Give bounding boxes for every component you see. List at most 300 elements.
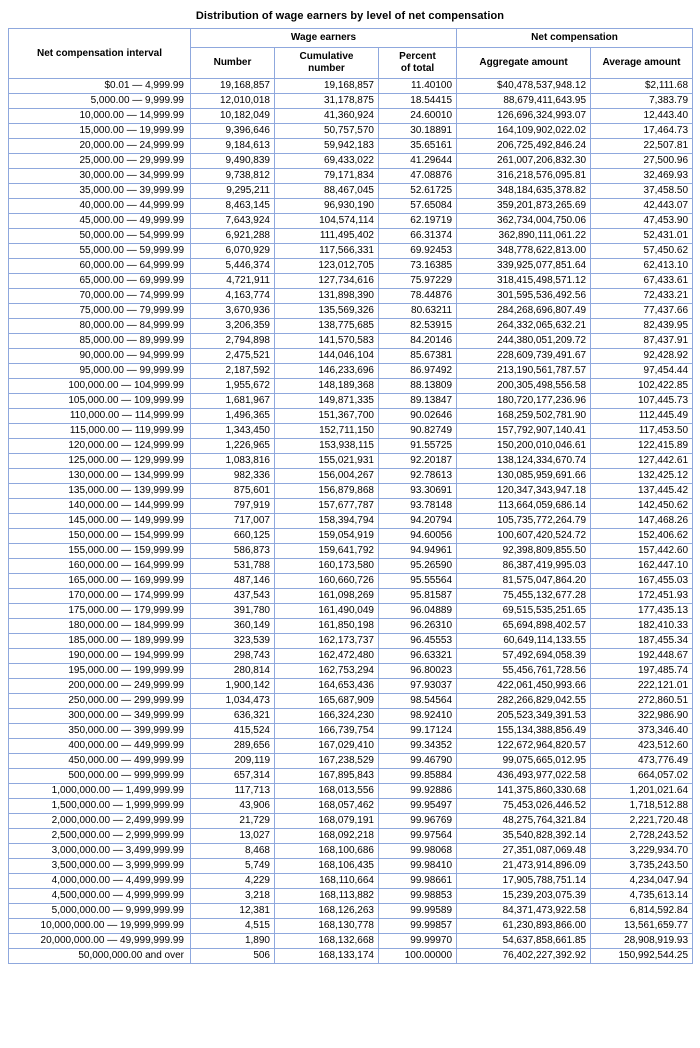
cell-aggregate-amount: 113,664,059,686.14 xyxy=(457,499,591,514)
cell-number: 531,788 xyxy=(191,559,275,574)
cell-cumulative-number: 144,046,104 xyxy=(275,349,379,364)
cell-average-amount: 152,406.62 xyxy=(591,529,693,544)
cell-aggregate-amount: 228,609,739,491.67 xyxy=(457,349,591,364)
cell-number: 6,921,288 xyxy=(191,229,275,244)
cell-percent-of-total: 98.92410 xyxy=(379,709,457,724)
cell-cumulative-number: 31,178,875 xyxy=(275,94,379,109)
table-row xyxy=(9,334,693,349)
table-row xyxy=(9,814,693,829)
cell-number: 717,007 xyxy=(191,514,275,529)
cell-aggregate-amount: 436,493,977,022.58 xyxy=(457,769,591,784)
table-row xyxy=(9,439,693,454)
cell-average-amount: 32,469.93 xyxy=(591,169,693,184)
cell-number: 1,083,816 xyxy=(191,454,275,469)
cell-interval: 190,000.00 — 194,999.99 xyxy=(9,649,191,664)
cell-aggregate-amount: 65,694,898,402.57 xyxy=(457,619,591,634)
cell-percent-of-total: 86.97492 xyxy=(379,364,457,379)
cell-percent-of-total: 99.98661 xyxy=(379,874,457,889)
cell-cumulative-number: 152,711,150 xyxy=(275,424,379,439)
cell-percent-of-total: 99.34352 xyxy=(379,739,457,754)
cell-interval: 5,000,000.00 — 9,999,999.99 xyxy=(9,904,191,919)
cell-average-amount: 192,448.67 xyxy=(591,649,693,664)
cell-aggregate-amount: 105,735,772,264.79 xyxy=(457,514,591,529)
cell-aggregate-amount: 130,085,959,691.66 xyxy=(457,469,591,484)
cell-percent-of-total: 94.20794 xyxy=(379,514,457,529)
cell-interval: $0.01 — 4,999.99 xyxy=(9,79,191,94)
cell-percent-of-total: 41.29644 xyxy=(379,154,457,169)
cell-number: 8,468 xyxy=(191,844,275,859)
cell-number: 289,656 xyxy=(191,739,275,754)
table-row xyxy=(9,409,693,424)
cell-aggregate-amount: 27,351,087,069.48 xyxy=(457,844,591,859)
cell-number: 1,226,965 xyxy=(191,439,275,454)
cell-percent-of-total: 92.78613 xyxy=(379,469,457,484)
table-row xyxy=(9,289,693,304)
cell-percent-of-total: 94.94961 xyxy=(379,544,457,559)
cell-aggregate-amount: 126,696,324,993.07 xyxy=(457,109,591,124)
cell-average-amount: 222,121.01 xyxy=(591,679,693,694)
cell-percent-of-total: 90.82749 xyxy=(379,424,457,439)
cell-average-amount: $2,111.68 xyxy=(591,79,693,94)
table-row xyxy=(9,769,693,784)
table-row xyxy=(9,904,693,919)
cell-aggregate-amount: 57,492,694,058.39 xyxy=(457,649,591,664)
cell-interval: 25,000.00 — 29,999.99 xyxy=(9,154,191,169)
table-body xyxy=(9,79,693,964)
cell-interval: 165,000.00 — 169,999.99 xyxy=(9,574,191,589)
cell-percent-of-total: 91.55725 xyxy=(379,439,457,454)
cell-cumulative-number: 168,100,686 xyxy=(275,844,379,859)
cell-number: 6,070,929 xyxy=(191,244,275,259)
cell-average-amount: 72,433.21 xyxy=(591,289,693,304)
cell-cumulative-number: 161,490,049 xyxy=(275,604,379,619)
cell-percent-of-total: 96.04889 xyxy=(379,604,457,619)
cell-cumulative-number: 155,021,931 xyxy=(275,454,379,469)
cell-average-amount: 47,453.90 xyxy=(591,214,693,229)
cell-cumulative-number: 162,472,480 xyxy=(275,649,379,664)
cell-aggregate-amount: 264,332,065,632.21 xyxy=(457,319,591,334)
cell-aggregate-amount: 120,347,343,947.18 xyxy=(457,484,591,499)
cell-cumulative-number: 50,757,570 xyxy=(275,124,379,139)
column-header-average-amount: Average amount xyxy=(591,48,693,79)
cell-percent-of-total: 69.92453 xyxy=(379,244,457,259)
cell-number: 117,713 xyxy=(191,784,275,799)
table-row xyxy=(9,124,693,139)
cell-percent-of-total: 96.45553 xyxy=(379,634,457,649)
cell-cumulative-number: 165,687,909 xyxy=(275,694,379,709)
cell-number: 12,010,018 xyxy=(191,94,275,109)
cell-average-amount: 112,445.49 xyxy=(591,409,693,424)
cell-number: 657,314 xyxy=(191,769,275,784)
cell-percent-of-total: 100.00000 xyxy=(379,949,457,964)
cell-number: 1,496,365 xyxy=(191,409,275,424)
cell-aggregate-amount: 76,402,227,392.92 xyxy=(457,949,591,964)
cell-number: 9,738,812 xyxy=(191,169,275,184)
cell-aggregate-amount: 318,415,498,571.12 xyxy=(457,274,591,289)
cell-cumulative-number: 167,895,843 xyxy=(275,769,379,784)
cell-interval: 35,000.00 — 39,999.99 xyxy=(9,184,191,199)
table-row xyxy=(9,424,693,439)
cell-interval: 50,000.00 — 54,999.99 xyxy=(9,229,191,244)
table-row xyxy=(9,844,693,859)
cell-average-amount: 67,433.61 xyxy=(591,274,693,289)
cell-aggregate-amount: 213,190,561,787.57 xyxy=(457,364,591,379)
cell-aggregate-amount: 88,679,411,643.95 xyxy=(457,94,591,109)
cell-average-amount: 187,455.34 xyxy=(591,634,693,649)
table-row xyxy=(9,469,693,484)
cell-aggregate-amount: 48,275,764,321.84 xyxy=(457,814,591,829)
cell-average-amount: 17,464.73 xyxy=(591,124,693,139)
cell-percent-of-total: 84.20146 xyxy=(379,334,457,349)
cell-cumulative-number: 168,113,882 xyxy=(275,889,379,904)
cell-percent-of-total: 99.98410 xyxy=(379,859,457,874)
cell-cumulative-number: 166,324,230 xyxy=(275,709,379,724)
cell-interval: 140,000.00 — 144,999.99 xyxy=(9,499,191,514)
cell-average-amount: 2,221,720.48 xyxy=(591,814,693,829)
cell-interval: 145,000.00 — 149,999.99 xyxy=(9,514,191,529)
cell-percent-of-total: 99.46790 xyxy=(379,754,457,769)
cell-percent-of-total: 93.78148 xyxy=(379,499,457,514)
table-row xyxy=(9,619,693,634)
cell-interval: 75,000.00 — 79,999.99 xyxy=(9,304,191,319)
cell-aggregate-amount: 205,523,349,391.53 xyxy=(457,709,591,724)
cell-interval: 155,000.00 — 159,999.99 xyxy=(9,544,191,559)
table-group-header-row xyxy=(9,29,693,48)
table-row xyxy=(9,574,693,589)
cumulative-line-2: number xyxy=(308,63,345,74)
table-row xyxy=(9,664,693,679)
table-row xyxy=(9,694,693,709)
cell-cumulative-number: 19,168,857 xyxy=(275,79,379,94)
cell-percent-of-total: 93.30691 xyxy=(379,484,457,499)
cell-average-amount: 87,437.91 xyxy=(591,334,693,349)
cell-aggregate-amount: 122,672,964,820.57 xyxy=(457,739,591,754)
cell-number: 875,601 xyxy=(191,484,275,499)
cell-average-amount: 7,383.79 xyxy=(591,94,693,109)
cell-number: 4,721,911 xyxy=(191,274,275,289)
cell-percent-of-total: 30.18891 xyxy=(379,124,457,139)
cell-number: 43,906 xyxy=(191,799,275,814)
cell-interval: 5,000.00 — 9,999.99 xyxy=(9,94,191,109)
cell-number: 2,475,521 xyxy=(191,349,275,364)
cell-cumulative-number: 166,739,754 xyxy=(275,724,379,739)
cell-average-amount: 52,431.01 xyxy=(591,229,693,244)
cell-number: 3,670,936 xyxy=(191,304,275,319)
table-row xyxy=(9,934,693,949)
cell-aggregate-amount: 92,398,809,855.50 xyxy=(457,544,591,559)
cell-percent-of-total: 88.13809 xyxy=(379,379,457,394)
column-header-aggregate-amount: Aggregate amount xyxy=(457,48,591,79)
cell-interval: 4,500,000.00 — 4,999,999.99 xyxy=(9,889,191,904)
cell-average-amount: 137,445.42 xyxy=(591,484,693,499)
cell-number: 1,900,142 xyxy=(191,679,275,694)
cell-cumulative-number: 161,098,269 xyxy=(275,589,379,604)
cell-interval: 50,000,000.00 and over xyxy=(9,949,191,964)
cell-average-amount: 150,992,544.25 xyxy=(591,949,693,964)
cell-number: 12,381 xyxy=(191,904,275,919)
cell-interval: 90,000.00 — 94,999.99 xyxy=(9,349,191,364)
cell-number: 9,396,646 xyxy=(191,124,275,139)
cell-percent-of-total: 11.40100 xyxy=(379,79,457,94)
cell-average-amount: 4,735,613.14 xyxy=(591,889,693,904)
cell-cumulative-number: 167,238,529 xyxy=(275,754,379,769)
cell-interval: 135,000.00 — 139,999.99 xyxy=(9,484,191,499)
cell-cumulative-number: 168,126,263 xyxy=(275,904,379,919)
cell-percent-of-total: 99.85884 xyxy=(379,769,457,784)
cell-number: 360,149 xyxy=(191,619,275,634)
cell-average-amount: 157,442.60 xyxy=(591,544,693,559)
cell-average-amount: 117,453.50 xyxy=(591,424,693,439)
table-row xyxy=(9,724,693,739)
cell-interval: 55,000.00 — 59,999.99 xyxy=(9,244,191,259)
cell-percent-of-total: 89.13847 xyxy=(379,394,457,409)
cell-average-amount: 107,445.73 xyxy=(591,394,693,409)
cell-number: 298,743 xyxy=(191,649,275,664)
cell-interval: 195,000.00 — 199,999.99 xyxy=(9,664,191,679)
cell-percent-of-total: 52.61725 xyxy=(379,184,457,199)
cell-aggregate-amount: 15,239,203,075.39 xyxy=(457,889,591,904)
cell-average-amount: 1,201,021.64 xyxy=(591,784,693,799)
table-row xyxy=(9,544,693,559)
cell-cumulative-number: 96,930,190 xyxy=(275,199,379,214)
cell-percent-of-total: 99.92886 xyxy=(379,784,457,799)
cell-percent-of-total: 99.98068 xyxy=(379,844,457,859)
table-row xyxy=(9,754,693,769)
cell-aggregate-amount: 17,905,788,751.14 xyxy=(457,874,591,889)
cell-number: 9,295,211 xyxy=(191,184,275,199)
cell-average-amount: 57,450.62 xyxy=(591,244,693,259)
cell-interval: 20,000,000.00 — 49,999,999.99 xyxy=(9,934,191,949)
cell-interval: 300,000.00 — 349,999.99 xyxy=(9,709,191,724)
table-row xyxy=(9,649,693,664)
cell-aggregate-amount: 180,720,177,236.96 xyxy=(457,394,591,409)
cell-average-amount: 172,451.93 xyxy=(591,589,693,604)
cell-number: 1,034,473 xyxy=(191,694,275,709)
cell-interval: 1,500,000.00 — 1,999,999.99 xyxy=(9,799,191,814)
cell-cumulative-number: 149,871,335 xyxy=(275,394,379,409)
cell-aggregate-amount: 35,540,828,392.14 xyxy=(457,829,591,844)
cell-percent-of-total: 99.99857 xyxy=(379,919,457,934)
cell-number: 5,446,374 xyxy=(191,259,275,274)
cell-number: 1,955,672 xyxy=(191,379,275,394)
cell-interval: 350,000.00 — 399,999.99 xyxy=(9,724,191,739)
cell-interval: 160,000.00 — 164,999.99 xyxy=(9,559,191,574)
cell-number: 437,543 xyxy=(191,589,275,604)
table-row xyxy=(9,919,693,934)
cell-aggregate-amount: $40,478,537,948.12 xyxy=(457,79,591,94)
cell-average-amount: 77,437.66 xyxy=(591,304,693,319)
cell-cumulative-number: 168,133,174 xyxy=(275,949,379,964)
cell-cumulative-number: 156,879,868 xyxy=(275,484,379,499)
table-row xyxy=(9,889,693,904)
cell-percent-of-total: 99.99589 xyxy=(379,904,457,919)
table-row xyxy=(9,514,693,529)
cell-percent-of-total: 47.08876 xyxy=(379,169,457,184)
cell-aggregate-amount: 61,230,893,866.00 xyxy=(457,919,591,934)
cell-number: 4,163,774 xyxy=(191,289,275,304)
cell-interval: 60,000.00 — 64,999.99 xyxy=(9,259,191,274)
table-row xyxy=(9,319,693,334)
table-row xyxy=(9,679,693,694)
cell-average-amount: 272,860.51 xyxy=(591,694,693,709)
cell-cumulative-number: 164,653,436 xyxy=(275,679,379,694)
table-row xyxy=(9,709,693,724)
cell-aggregate-amount: 168,259,502,781.90 xyxy=(457,409,591,424)
cell-interval: 1,000,000.00 — 1,499,999.99 xyxy=(9,784,191,799)
cell-interval: 175,000.00 — 179,999.99 xyxy=(9,604,191,619)
table-row xyxy=(9,169,693,184)
cell-cumulative-number: 153,938,115 xyxy=(275,439,379,454)
percent-line-1: Percent xyxy=(399,51,436,62)
table-row xyxy=(9,79,693,94)
cell-cumulative-number: 69,433,022 xyxy=(275,154,379,169)
cell-number: 1,343,450 xyxy=(191,424,275,439)
cell-aggregate-amount: 261,007,206,832.30 xyxy=(457,154,591,169)
group-header-net-compensation: Net compensation xyxy=(457,29,693,48)
cell-percent-of-total: 92.20187 xyxy=(379,454,457,469)
table-row xyxy=(9,274,693,289)
cell-average-amount: 1,718,512.88 xyxy=(591,799,693,814)
cell-number: 19,168,857 xyxy=(191,79,275,94)
cell-aggregate-amount: 316,218,576,095.81 xyxy=(457,169,591,184)
cell-average-amount: 142,450.62 xyxy=(591,499,693,514)
table-row xyxy=(9,349,693,364)
cell-number: 8,463,145 xyxy=(191,199,275,214)
cell-number: 1,681,967 xyxy=(191,394,275,409)
cell-average-amount: 162,447.10 xyxy=(591,559,693,574)
cell-aggregate-amount: 422,061,450,993.66 xyxy=(457,679,591,694)
cell-average-amount: 28,908,919.93 xyxy=(591,934,693,949)
cell-average-amount: 62,413.10 xyxy=(591,259,693,274)
cell-average-amount: 664,057.02 xyxy=(591,769,693,784)
cell-average-amount: 6,814,592.84 xyxy=(591,904,693,919)
cell-interval: 105,000.00 — 109,999.99 xyxy=(9,394,191,409)
table-row xyxy=(9,589,693,604)
cell-aggregate-amount: 84,371,473,922.58 xyxy=(457,904,591,919)
cell-cumulative-number: 168,106,435 xyxy=(275,859,379,874)
cell-aggregate-amount: 362,734,004,750.06 xyxy=(457,214,591,229)
cell-percent-of-total: 96.63321 xyxy=(379,649,457,664)
cell-average-amount: 122,415.89 xyxy=(591,439,693,454)
cell-number: 3,218 xyxy=(191,889,275,904)
cell-average-amount: 167,455.03 xyxy=(591,574,693,589)
cell-number: 487,146 xyxy=(191,574,275,589)
cell-cumulative-number: 146,233,696 xyxy=(275,364,379,379)
cell-number: 586,873 xyxy=(191,544,275,559)
table-row xyxy=(9,529,693,544)
cell-cumulative-number: 59,942,183 xyxy=(275,139,379,154)
cell-percent-of-total: 97.93037 xyxy=(379,679,457,694)
cell-aggregate-amount: 282,266,829,042.55 xyxy=(457,694,591,709)
cell-average-amount: 3,229,934.70 xyxy=(591,844,693,859)
cell-interval: 3,000,000.00 — 3,499,999.99 xyxy=(9,844,191,859)
cell-number: 415,524 xyxy=(191,724,275,739)
cell-cumulative-number: 168,130,778 xyxy=(275,919,379,934)
table-row xyxy=(9,454,693,469)
cell-interval: 10,000,000.00 — 19,999,999.99 xyxy=(9,919,191,934)
cell-number: 7,643,924 xyxy=(191,214,275,229)
cell-average-amount: 132,425.12 xyxy=(591,469,693,484)
cell-aggregate-amount: 60,649,114,133.55 xyxy=(457,634,591,649)
table-row xyxy=(9,784,693,799)
cell-interval: 4,000,000.00 — 4,499,999.99 xyxy=(9,874,191,889)
cell-number: 660,125 xyxy=(191,529,275,544)
cell-average-amount: 3,735,243.50 xyxy=(591,859,693,874)
cell-number: 21,729 xyxy=(191,814,275,829)
cell-cumulative-number: 160,173,580 xyxy=(275,559,379,574)
table-row xyxy=(9,259,693,274)
cell-percent-of-total: 94.60056 xyxy=(379,529,457,544)
cell-percent-of-total: 95.26590 xyxy=(379,559,457,574)
cell-interval: 180,000.00 — 184,999.99 xyxy=(9,619,191,634)
cell-interval: 130,000.00 — 134,999.99 xyxy=(9,469,191,484)
cell-interval: 2,500,000.00 — 2,999,999.99 xyxy=(9,829,191,844)
cell-aggregate-amount: 69,515,535,251.65 xyxy=(457,604,591,619)
table-row xyxy=(9,139,693,154)
cell-percent-of-total: 57.65084 xyxy=(379,199,457,214)
table-header xyxy=(9,29,693,79)
cell-interval: 120,000.00 — 124,999.99 xyxy=(9,439,191,454)
cell-cumulative-number: 168,079,191 xyxy=(275,814,379,829)
table-row xyxy=(9,739,693,754)
table-row xyxy=(9,874,693,889)
cell-interval: 65,000.00 — 69,999.99 xyxy=(9,274,191,289)
cell-percent-of-total: 90.02646 xyxy=(379,409,457,424)
table-row xyxy=(9,94,693,109)
cell-aggregate-amount: 200,305,498,556.58 xyxy=(457,379,591,394)
cell-number: 3,206,359 xyxy=(191,319,275,334)
table-row xyxy=(9,799,693,814)
cell-interval: 100,000.00 — 104,999.99 xyxy=(9,379,191,394)
cell-cumulative-number: 88,467,045 xyxy=(275,184,379,199)
cell-average-amount: 423,512.60 xyxy=(591,739,693,754)
cell-cumulative-number: 41,360,924 xyxy=(275,109,379,124)
cell-cumulative-number: 123,012,705 xyxy=(275,259,379,274)
cell-aggregate-amount: 141,375,860,330.68 xyxy=(457,784,591,799)
wage-distribution-table xyxy=(8,28,693,964)
cell-number: 323,539 xyxy=(191,634,275,649)
cell-average-amount: 27,500.96 xyxy=(591,154,693,169)
cell-cumulative-number: 117,566,331 xyxy=(275,244,379,259)
cell-cumulative-number: 168,057,462 xyxy=(275,799,379,814)
cell-percent-of-total: 80.63211 xyxy=(379,304,457,319)
group-header-wage-earners: Wage earners xyxy=(191,29,457,48)
cell-percent-of-total: 99.17124 xyxy=(379,724,457,739)
cell-cumulative-number: 162,753,294 xyxy=(275,664,379,679)
cell-aggregate-amount: 206,725,492,846.24 xyxy=(457,139,591,154)
cell-percent-of-total: 66.31374 xyxy=(379,229,457,244)
table-row xyxy=(9,499,693,514)
cell-interval: 200,000.00 — 249,999.99 xyxy=(9,679,191,694)
cell-interval: 70,000.00 — 74,999.99 xyxy=(9,289,191,304)
cell-number: 13,027 xyxy=(191,829,275,844)
cell-percent-of-total: 18.54415 xyxy=(379,94,457,109)
cell-percent-of-total: 35.65161 xyxy=(379,139,457,154)
table-row xyxy=(9,604,693,619)
cell-interval: 250,000.00 — 299,999.99 xyxy=(9,694,191,709)
cell-cumulative-number: 151,367,700 xyxy=(275,409,379,424)
table-row xyxy=(9,634,693,649)
cell-cumulative-number: 157,677,787 xyxy=(275,499,379,514)
cell-percent-of-total: 62.19719 xyxy=(379,214,457,229)
cell-interval: 125,000.00 — 129,999.99 xyxy=(9,454,191,469)
cell-percent-of-total: 98.54564 xyxy=(379,694,457,709)
cell-cumulative-number: 168,013,556 xyxy=(275,784,379,799)
cell-average-amount: 373,346.40 xyxy=(591,724,693,739)
cell-cumulative-number: 111,495,402 xyxy=(275,229,379,244)
cell-average-amount: 12,443.40 xyxy=(591,109,693,124)
cell-aggregate-amount: 21,473,914,896.09 xyxy=(457,859,591,874)
